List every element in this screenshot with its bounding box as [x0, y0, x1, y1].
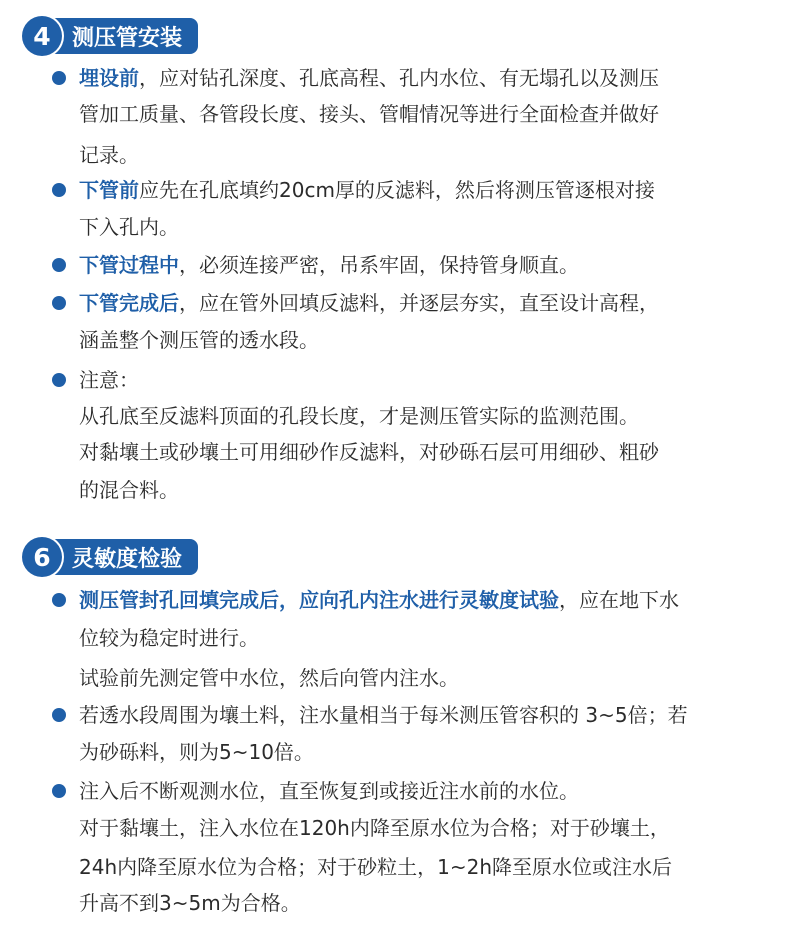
bullet-icon — [52, 183, 66, 197]
highlight-text: 测压管封孔回填完成后，应向孔内注水进行灵敏度试验 — [79, 588, 559, 612]
highlight-text: 埋设前 — [79, 66, 139, 90]
paragraph-line: 的混合料。 — [79, 478, 179, 502]
bullet-icon — [52, 784, 66, 798]
paragraph-line: 位较为稳定时进行。 — [79, 626, 259, 650]
paragraph-line: 升高不到3~5m为合格。 — [79, 891, 301, 915]
paragraph-line — [79, 175, 655, 205]
paragraph-line: 注入后不断观测水位，直至恢复到或接近注水前的水位。 — [79, 779, 579, 803]
paragraph-line: 下入孔内。 — [79, 215, 179, 239]
paragraph-line: 注意： — [79, 368, 139, 392]
paragraph-line — [79, 288, 659, 318]
bullet-icon — [52, 593, 66, 607]
highlight-text: 下管前 — [79, 178, 139, 202]
paragraph-line: 管加工质量、各管段长度、接头、管帽情况等进行全面检查并做好 — [79, 102, 659, 126]
body-text: ，必须连接严密，吊系牢固，保持管身顺直。 — [179, 253, 579, 277]
highlight-text: 下管过程中 — [79, 253, 179, 277]
paragraph-line: 对黏壤土或砂壤土可用细砂作反滤料，对砂砾石层可用细砂、粗砂 — [79, 440, 659, 464]
paragraph-line — [79, 250, 579, 280]
paragraph-line — [79, 585, 679, 615]
paragraph-line: 若透水段周围为壤土料，注水量相当于每米测压管容积的 3~5倍；若 — [79, 703, 688, 727]
bullet-icon — [52, 258, 66, 272]
body-text: ，应对钻孔深度、孔底高程、孔内水位、有无塌孔以及测压 — [139, 66, 659, 90]
section-number-badge: 6 — [22, 537, 62, 577]
bullet-icon — [52, 296, 66, 310]
highlight-text: 下管完成后 — [79, 291, 179, 315]
section-title: 测压管安装 — [48, 18, 198, 54]
bullet-icon — [52, 71, 66, 85]
section-title: 灵敏度检验 — [48, 539, 198, 575]
paragraph-line: 对于黏壤土，注入水位在120h内降至原水位为合格；对于砂壤土， — [79, 816, 670, 840]
body-text: ，应在管外回填反滤料，并逐层夯实，直至设计高程， — [179, 291, 659, 315]
bullet-icon — [52, 708, 66, 722]
paragraph-line: 试验前先测定管中水位，然后向管内注水。 — [79, 666, 459, 690]
paragraph-line: 24h内降至原水位为合格；对于砂粒土，1~2h降至原水位或注水后 — [79, 855, 673, 879]
section-number-badge: 4 — [22, 16, 62, 56]
paragraph-line — [79, 63, 659, 93]
paragraph-line: 记录。 — [79, 143, 139, 167]
body-text: ，应在地下水 — [559, 588, 679, 612]
bullet-icon — [52, 373, 66, 387]
body-text: 应先在孔底填约20cm厚的反滤料，然后将测压管逐根对接 — [139, 178, 655, 202]
paragraph-line: 涵盖整个测压管的透水段。 — [79, 328, 319, 352]
paragraph-line: 为砂砾料，则为5~10倍。 — [79, 740, 314, 764]
paragraph-line: 从孔底至反滤料顶面的孔段长度，才是测压管实际的监测范围。 — [79, 404, 639, 428]
